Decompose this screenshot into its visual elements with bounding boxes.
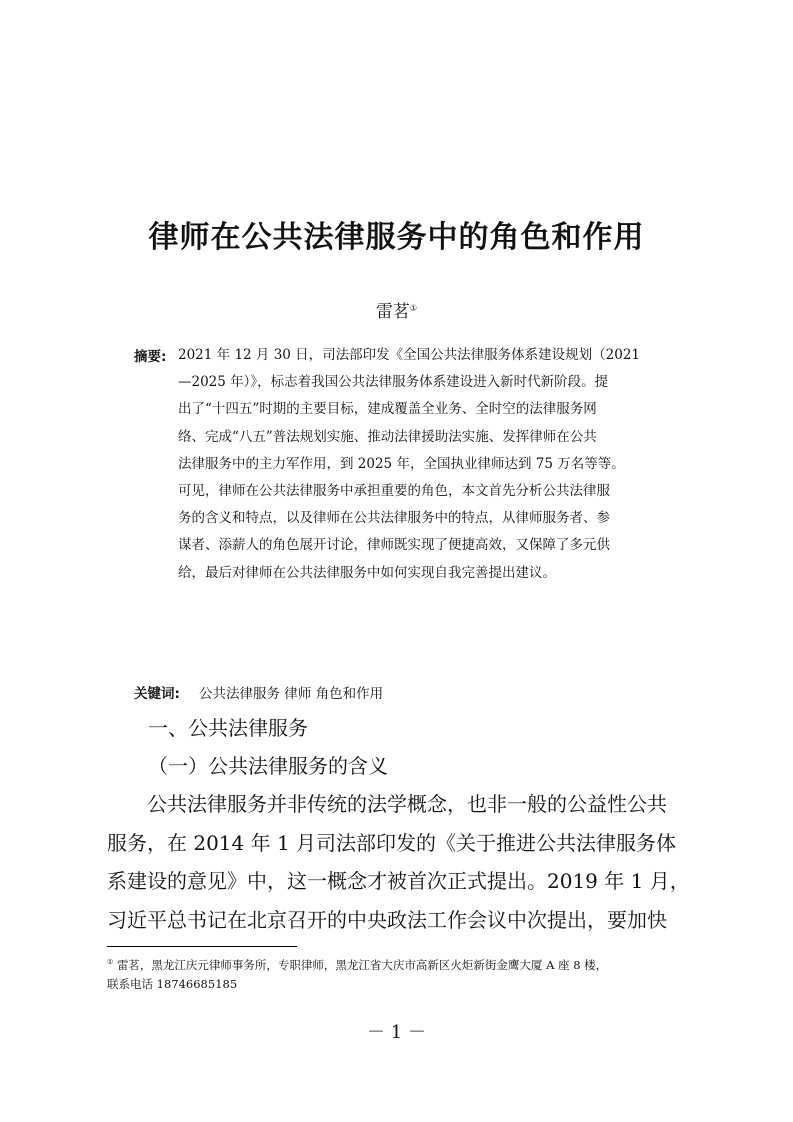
footnote-line <box>107 953 697 975</box>
author-name: 雷茗 <box>375 302 410 322</box>
keywords-text: 公共法律服务 律师 角色和作用 <box>199 686 384 702</box>
author-line <box>0 297 793 322</box>
abstract-line: 出了“十四五”时期的主要目标，建成覆盖全业务、全时空的法律服务网 <box>178 401 597 418</box>
subsection-heading: （一）公共法律服务的含义 <box>148 754 388 778</box>
footnote <box>107 953 697 994</box>
body-line: 系建设的意见》中，这一概念才被首次正式提出。2019 年 1 月， <box>107 869 690 893</box>
abstract-line: 法律服务中的主力军作用，到 2025 年，全国执业律师达到 75 万名等等。 <box>178 455 625 472</box>
abstract-line: 可见，律师在公共法律服务中承担重要的角色，本文首先分析公共法律服 <box>178 483 610 500</box>
abstract-text <box>178 342 696 587</box>
footnote-line: 联系电话 18746685185 <box>107 976 238 991</box>
keywords-label: 关键词: <box>134 686 180 702</box>
section-heading: 一、公共法律服务 <box>148 716 308 740</box>
footnote-separator <box>107 946 297 947</box>
body-paragraph <box>107 785 690 939</box>
author-footnote-mark: ① <box>409 303 418 313</box>
abstract-line: 给，最后对律师在公共法律服务中如何实现自我完善提出建议。 <box>178 564 556 581</box>
document-title: 律师在公共法律服务中的角色和作用 <box>148 220 645 255</box>
abstract-line: 务的含义和特点，以及律师在公共法律服务中的特点，从律师服务者、参 <box>178 510 610 527</box>
footnote-mark: ① <box>107 958 114 966</box>
body-line: 公共法律服务并非传统的法学概念，也非一般的公益性公共 <box>107 792 667 816</box>
abstract-line: 络、完成“八五”普法规划实施、推动法律援助法实施、发挥律师在公共 <box>178 428 597 445</box>
abstract-line: —2025 年）》，标志着我国公共法律服务体系建设进入新时代新阶段。提 <box>178 374 609 391</box>
page-number: － 1 － <box>367 1022 426 1043</box>
body-line: 服务，在 2014 年 1 月司法部印发的《关于推进公共法律服务体 <box>107 830 677 855</box>
body-line: 习近平总书记在北京召开的中央政法工作会议中次提出，要加快 <box>107 907 667 932</box>
abstract-line: 谋者、添薪人的角色展开讨论，律师既实现了便捷高效，又保障了多元供 <box>178 537 610 554</box>
abstract-label: 摘要: <box>134 349 167 365</box>
abstract-line: 2021 年 12 月 30 日，司法部印发《全国公共法律服务体系建设规划（2021 <box>178 347 641 363</box>
footnote-text: 雷茗，黑龙江庆元律师事务所，专职律师，黑龙江省大庆市高新区火炬新街金鹰大厦 A 座 8 楼， <box>116 957 608 972</box>
